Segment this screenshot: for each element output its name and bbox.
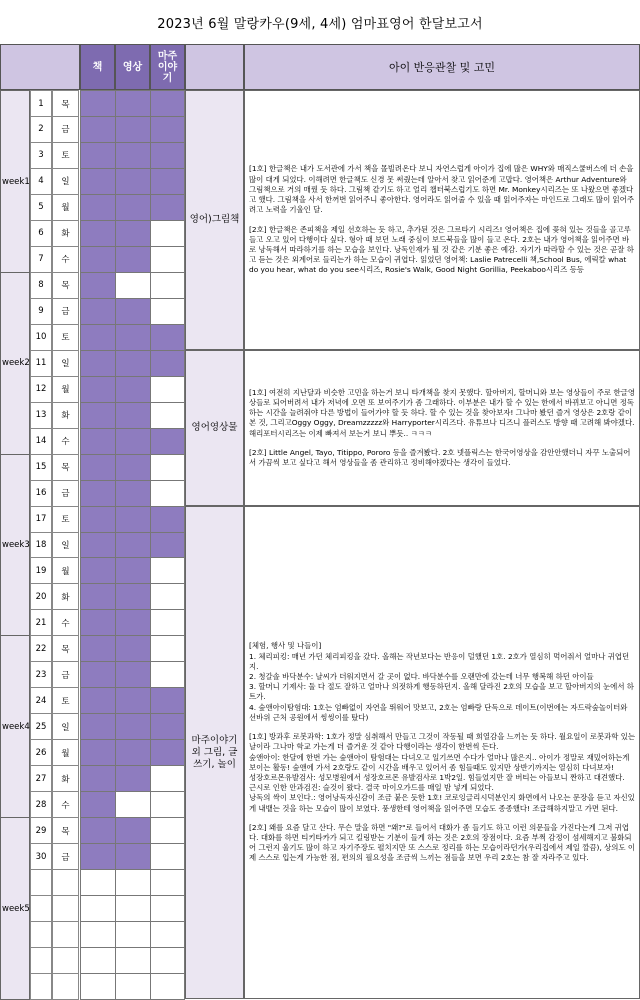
weekday-label: 목 [52,90,79,117]
day-number: 16 [30,480,52,507]
video-cell [115,272,151,299]
category-picture-books: 영어)그림책 [185,90,244,350]
observation-paragraph: [2호] 왜를 요즘 달고 산다. 무슨 말을 하면 "왜?"로 들어서 대화가 좀 들기도 하고 이런 의문들을 가진다는게 그저 귀엽다. 대화를 하면 티키타카가 되고 킬링받는 기분이 들게 하는 것은 2호의 장점이다. 요즘 부쩍 감정이 섬세해지고 불화되어 그런지 울기도 많이 하고 자기주장도 펼치지만 또 스스로 정리를 하는 모습이라던가(우리집에서 제일 깔끔), 상의도 이제 스스로 입는게 가능한 점, 편의의 필요성을 조금씩 느끼는 점들을 보면 우리 2호는 참 잘 자라주고 있다. [249,822,636,863]
video-cell [115,350,151,377]
story-cell [150,947,185,974]
day-number [30,973,52,1000]
video-cell [115,298,151,325]
video-cell [115,765,151,792]
book-cell [80,817,116,844]
book-cell [80,428,116,455]
video-cell [115,791,151,818]
video-cell [115,869,151,896]
week-label: week4 [0,635,30,818]
video-cell [115,557,151,584]
header-blank [0,44,80,90]
header-observation: 아이 반응관찰 및 고민 [244,44,640,90]
book-cell [80,298,116,325]
header-video: 영상 [115,44,150,90]
story-cell [150,583,185,610]
story-cell [150,116,185,143]
book-cell [80,973,116,1000]
weekday-label [52,869,79,896]
weekday-label: 금 [52,661,79,688]
story-cell [150,402,185,429]
story-cell [150,791,185,818]
day-number [30,947,52,974]
book-cell [80,557,116,584]
story-cell [150,324,185,351]
book-cell [80,90,116,117]
weekday-label: 토 [52,506,79,533]
story-cell [150,168,185,195]
day-number: 22 [30,635,52,662]
observation-picture-books [244,90,640,350]
video-cell [115,687,151,714]
weekday-label [52,895,79,922]
day-number: 28 [30,791,52,818]
day-number: 25 [30,713,52,740]
book-cell [80,246,116,273]
weekday-label: 일 [52,713,79,740]
video-cell [115,609,151,636]
book-cell [80,350,116,377]
story-cell [150,609,185,636]
video-cell [115,480,151,507]
video-cell [115,532,151,559]
story-cell [150,454,185,481]
weekday-label: 화 [52,765,79,792]
video-cell [115,428,151,455]
observation-paragraph: [1호] 방과후 로봇과학: 1호가 정말 심취해서 만들고 그것이 작동될 때 희열감을 느끼는 듯 하다. 월요일이 로봇과학 있는 날이라 그나마 학교 가는게 더 즐거운 것 같아 다행이라는 생각이 한번씩 든다. 숲앤아이: 한달에 한번 가는 숲앤아이 탐험대는 다녀오고 일기쓰면 수다가 얼마나 많은지.. 아이가 정말로 재밌어하는게 보이는 활동! 숲앤에 가서 2호랑도 같이 시간을 배우고 있어서 좀 힘들때도 있지만 상반기까지는 열심히 다녀보자! 성장호르몬유발검사: 성모병원에서 성장호르몬 유발검사로 1박2일. 힘들었지만 잘 버티는 아들보니 짠하고 대견했다. 근시로 인한 안과검진: 슬것이 왔다. 결국 마이오가드를 매일 밤 넣게 되었다. 낭독의 싹이 보인다.: 영어낭독자신감이 조금 붙은 듯한 1호! 코로잉글리시덕분인지 화면에서 나오는 문장을 듣고 자신있게 내뱉는 것을 하는 모습이 많이 보였다. 풍생한테 영어책을 읽어주면 모습도 종종했다! 조급해하지말고 가면 된다. [249,732,636,813]
day-number: 1 [30,90,52,117]
book-cell [80,454,116,481]
weekday-label: 월 [52,376,79,403]
story-cell [150,220,185,247]
day-number: 12 [30,376,52,403]
story-cell [150,428,185,455]
video-cell [115,921,151,948]
book-cell [80,506,116,533]
day-number: 19 [30,557,52,584]
story-cell [150,765,185,792]
weekday-label: 일 [52,350,79,377]
video-cell [115,947,151,974]
book-cell [80,661,116,688]
story-cell [150,272,185,299]
weekday-label: 화 [52,220,79,247]
week-label: week3 [0,454,30,637]
story-cell [150,973,185,1000]
weekday-label: 수 [52,246,79,273]
weekday-label [52,973,79,1000]
book-cell [80,895,116,922]
header-blank-2 [185,44,244,90]
video-cell [115,116,151,143]
video-cell [115,843,151,870]
weekday-label: 토 [52,142,79,169]
day-number: 18 [30,532,52,559]
story-cell [150,480,185,507]
video-cell [115,220,151,247]
weekday-label: 월 [52,739,79,766]
weekday-label: 목 [52,454,79,481]
story-cell [150,661,185,688]
book-cell [80,791,116,818]
story-cell [150,895,185,922]
weekday-label: 금 [52,298,79,325]
weekday-label: 목 [52,272,79,299]
story-cell [150,687,185,714]
weekday-label: 금 [52,116,79,143]
book-cell [80,194,116,221]
book-cell [80,142,116,169]
day-number: 17 [30,506,52,533]
story-cell [150,90,185,117]
day-number: 10 [30,324,52,351]
book-cell [80,324,116,351]
book-cell [80,765,116,792]
day-number [30,869,52,896]
story-cell [150,506,185,533]
book-cell [80,402,116,429]
page-title: 2023년 6월 말랑카우(9세, 4세) 엄마표영어 한달보고서 [157,16,483,32]
book-cell [80,713,116,740]
video-cell [115,506,151,533]
day-number: 26 [30,739,52,766]
day-number: 13 [30,402,52,429]
day-number: 3 [30,142,52,169]
week-label: week5 [0,817,30,1000]
video-cell [115,90,151,117]
book-cell [80,583,116,610]
video-cell [115,713,151,740]
video-cell [115,661,151,688]
day-number: 5 [30,194,52,221]
story-cell [150,142,185,169]
day-number: 30 [30,843,52,870]
week-label: week2 [0,272,30,455]
book-cell [80,635,116,662]
day-number: 6 [30,220,52,247]
story-cell [150,921,185,948]
weekday-label: 일 [52,532,79,559]
video-cell [115,739,151,766]
day-number [30,921,52,948]
story-cell [150,298,185,325]
day-number: 7 [30,246,52,273]
video-cell [115,402,151,429]
weekday-label: 화 [52,583,79,610]
weekday-label: 토 [52,324,79,351]
book-cell [80,220,116,247]
day-number: 21 [30,609,52,636]
book-cell [80,272,116,299]
story-cell [150,194,185,221]
video-cell [115,168,151,195]
weekday-label: 목 [52,817,79,844]
book-cell [80,609,116,636]
category-video: 영어영상물 [185,350,244,506]
video-cell [115,895,151,922]
day-number: 8 [30,272,52,299]
day-number: 15 [30,454,52,481]
header-story: 마주 이야 기 [150,44,185,90]
story-cell [150,843,185,870]
day-number: 24 [30,687,52,714]
story-cell [150,635,185,662]
day-number: 4 [30,168,52,195]
story-cell [150,713,185,740]
observation-paragraph: [2호] 한글책은 존피책을 제일 선호하는 듯 하고, 추가된 것은 그르타기 시리즈! 영어책은 집에 꽂혀 있는 것들을 골고루 들고 오고 있어 다행이다 싶다. 형아 때 보던 노래 중심이 보드북들을 많이 들고 온다. 2호는 내가 영어책을 읽어주면 바로 낭독해서 따라하기를 하는 모습을 보인다. 낭독인재가 될 것 같은 기분 좋은 예감. 자기가 따라할 수 있는 것은 곧잘 하고 듣는 것은 외계어로 들리는가 하는 모습이 귀엽다. 읽었던 영어책: Laslie Patrecelli 책,School Bus, 에릭칼 what do you hear, what do you see시리즈, Rosie's Walk, Good Night Gorillia, Peekaboo시리즈 등등 [249,224,634,275]
book-cell [80,739,116,766]
weekday-label: 수 [52,609,79,636]
observation-paragraph: [체험, 행사 및 나들이] 1. 체리피킹: 매년 가던 체리피킹을 갔다. 올해는 작년보다는 반응이 덜했던 1호. 2호가 열심히 먹어줘서 얼마나 귀엽던지. 2. 청갈솔 바닥분수: 날씨가 더워지면서 갈 곳이 없다. 바닥분수를 오랜만에 갔는데 너무 행복해 하던 아이들 3. 할머니 기제사: 둘 다 절도 잘하고 얼마나 의젓하게 행동하던지. 올해 달라진 2호의 모습을 보고 할아버지의 눈에서 하트가. 4. 숲앤아이탐험대: 1호는 엄빠없이 자연을 뛰워어 맛보고, 2호는 엄빠랑 단독으로 데이트(이번에는 자드락숲놀이터와 선바위 근처 공원에서 씽씽이를 탔다) [249,641,634,722]
story-cell [150,869,185,896]
video-cell [115,376,151,403]
book-cell [80,168,116,195]
observation-paragraph: [2호] Little Angel, Tayo, Titippo, Pororo 등을 즐겨봤다. 2호 넷플릭스는 한국어영상을 감안안했더니 자꾸 노출되어서 가끔씩 보고 싶다고 해서 영상들을 좀 관리하고 정비해야겠다는 생각이 들었다. [249,447,631,467]
book-cell [80,116,116,143]
video-cell [115,142,151,169]
day-number: 29 [30,817,52,844]
video-cell [115,454,151,481]
weekday-label [52,947,79,974]
observation-paragraph: [1호] 한글책은 내가 도서관에 가서 책을 몰빌려온다 보니 자연스럽게 아이가 집에 많은 WHY와 매직스쿨버스에 더 손을 많이 대게 되었다. 이해려면 한글책도 신경 못 써줬는데 알아서 찾고 읽어준게 고맙다. 영어책은 Arthur Adventure와 그림책으로 거의 매꿨 듯 하다. 그림책 같기도 하고 얼리 챕터북스럽기도 하면 Mr. Monkey시리즈는 또 나왔으면 좋겠다고 했다. 그림책을 사서 한꺼번 읽어주니 좋아한다. 영어라도 읽어줄 수 있을 때 읽어주자는 마인드로 그래도 많이 읽어주려고 노력을 기울인 달. [249,164,634,215]
observation-story-play [244,506,640,999]
book-cell [80,480,116,507]
book-cell [80,947,116,974]
story-cell [150,739,185,766]
header-book: 책 [80,44,115,90]
video-cell [115,973,151,1000]
weekday-label: 금 [52,480,79,507]
weekday-label: 수 [52,428,79,455]
story-cell [150,350,185,377]
day-number: 14 [30,428,52,455]
weekday-label: 토 [52,687,79,714]
video-cell [115,635,151,662]
book-cell [80,687,116,714]
book-cell [80,376,116,403]
video-cell [115,583,151,610]
story-cell [150,246,185,273]
observation-paragraph: [1호] 여전히 지난달과 비슷한 고민을 하는거 보니 타개책을 찾지 못했다. 할아버지, 할머니와 보는 영상들이 주로 한글영상들로 되어버려서 내가 저녁에 오면 또 보여주기가 좀 그래하다. 이부분은 내가 할 수 있는 한에서 바뀌보고 아니면 정독하는 시간을 늘려줘야 다른 방법이 들어가야 할 듯 하다. 할 수 있는 것을 찾아보자! 그나마 봤던 즐겨 영상은 2호랑 같이 본 것, 그리고Oggy Oggy, Dreamzzzzz와 Harryporter시리즈다. 유튜브나 디즈니 플러스도 방향 때 고려해 봐야겠다. 해리포터시리즈는 이제 빠져서 보는거 보니 뿌듯.. ㅋㅋㅋ [249,387,635,438]
weekday-label: 일 [52,168,79,195]
day-number: 27 [30,765,52,792]
day-number [30,895,52,922]
story-cell [150,557,185,584]
video-cell [115,817,151,844]
book-cell [80,843,116,870]
day-number: 20 [30,583,52,610]
day-number: 11 [30,350,52,377]
weekday-label: 금 [52,843,79,870]
day-number: 2 [30,116,52,143]
weekday-label: 화 [52,402,79,429]
story-cell [150,817,185,844]
day-number: 23 [30,661,52,688]
week-label: week1 [0,90,30,273]
weekday-label [52,921,79,948]
story-cell [150,376,185,403]
video-cell [115,194,151,221]
video-cell [115,246,151,273]
weekday-label: 수 [52,791,79,818]
book-cell [80,869,116,896]
story-cell [150,532,185,559]
category-story-play: 마주이야기 외 그림, 글쓰기, 놀이 [185,506,244,999]
weekday-label: 목 [52,635,79,662]
weekday-label: 월 [52,194,79,221]
video-cell [115,324,151,351]
weekday-label: 월 [52,557,79,584]
day-number: 9 [30,298,52,325]
observation-video [244,350,640,506]
book-cell [80,532,116,559]
book-cell [80,921,116,948]
